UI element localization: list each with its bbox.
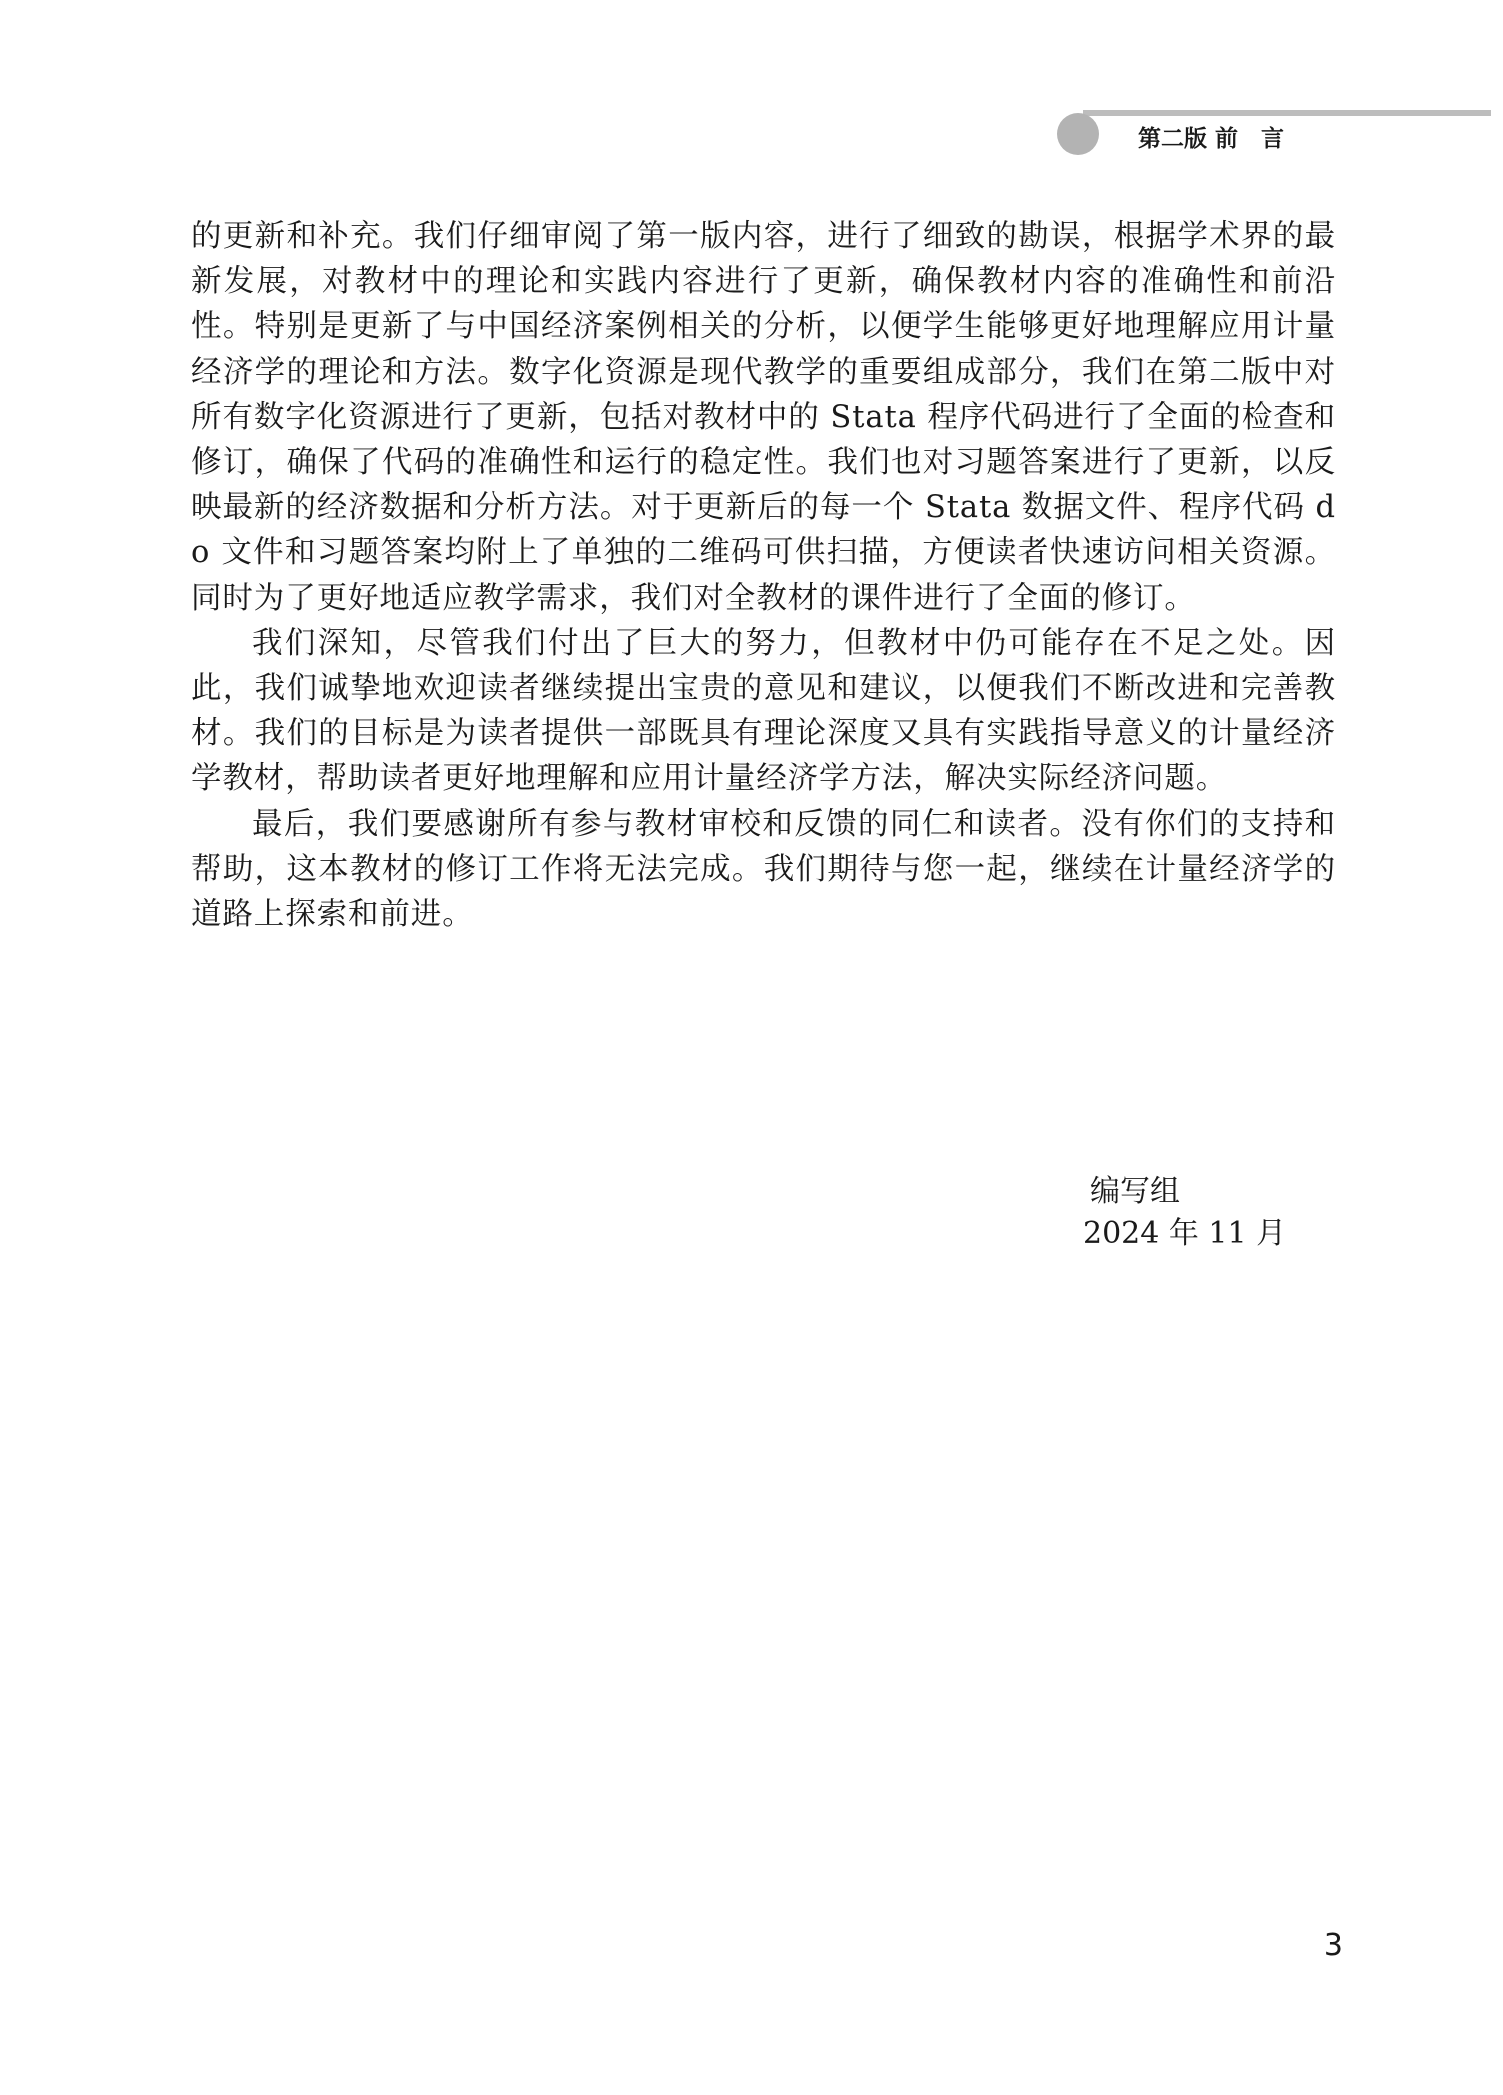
signature-date: 2024 年 11 月: [1083, 1216, 1287, 1251]
paragraph-acknowledge-shortcomings: 我们深知，尽管我们付出了巨大的努力，但教材中仍可能存在不足之处。因此，我们诚挚地欢迎读者继续提出宝贵的意见和建议，以便我们不断改进和完善教材。我们的目标是为读者提供一部既具有理论深度又具有实践指导意义的计量经济学教材，帮助读者更好地理解和应用计量经济学方法，解决实际经济问题。: [191, 625, 1336, 797]
paragraph-continuation: 的更新和补充。我们仔细审阅了第一版内容，进行了细致的勘误，根据学术界的最新发展，对教材中的理论和实践内容进行了更新，确保教材内容的准确性和前沿性。特别是更新了与中国经济案例相关的分析，以便学生能够更好地理解应用计量经济学的理论和方法。数字化资源是现代教学的重要组成部分，我们在第二版中对所有数字化资源进行了更新，包括对教材中的 Stata 程序代码进行了全面的检查和修订，确保了代码的准确性和运行的稳定性。我们也对习题答案进行了更新，以反映最新的经济数据和分析方法。对于更新后的每一个 Stata 数据文件、程序代码 do 文件和习题答案均附上了单独的二维码可供扫描，方便读者快速访问相关资源。同时为了更好地适应教学需求，我们对全教材的课件进行了全面的修订。: [191, 219, 1336, 616]
signature-author: 编写组: [1090, 1174, 1180, 1209]
page-number: 3: [1323, 1928, 1343, 1963]
header-circle-ornament: [1057, 113, 1099, 155]
running-header-title: 第二版 前 言: [1138, 126, 1285, 152]
header-rule: [1083, 110, 1491, 116]
preface-body: [191, 214, 1336, 937]
paragraph-thanks: 最后，我们要感谢所有参与教材审校和反馈的同仁和读者。没有你们的支持和帮助，这本教材的修订工作将无法完成。我们期待与您一起，继续在计量经济学的道路上探索和前进。: [191, 806, 1336, 933]
